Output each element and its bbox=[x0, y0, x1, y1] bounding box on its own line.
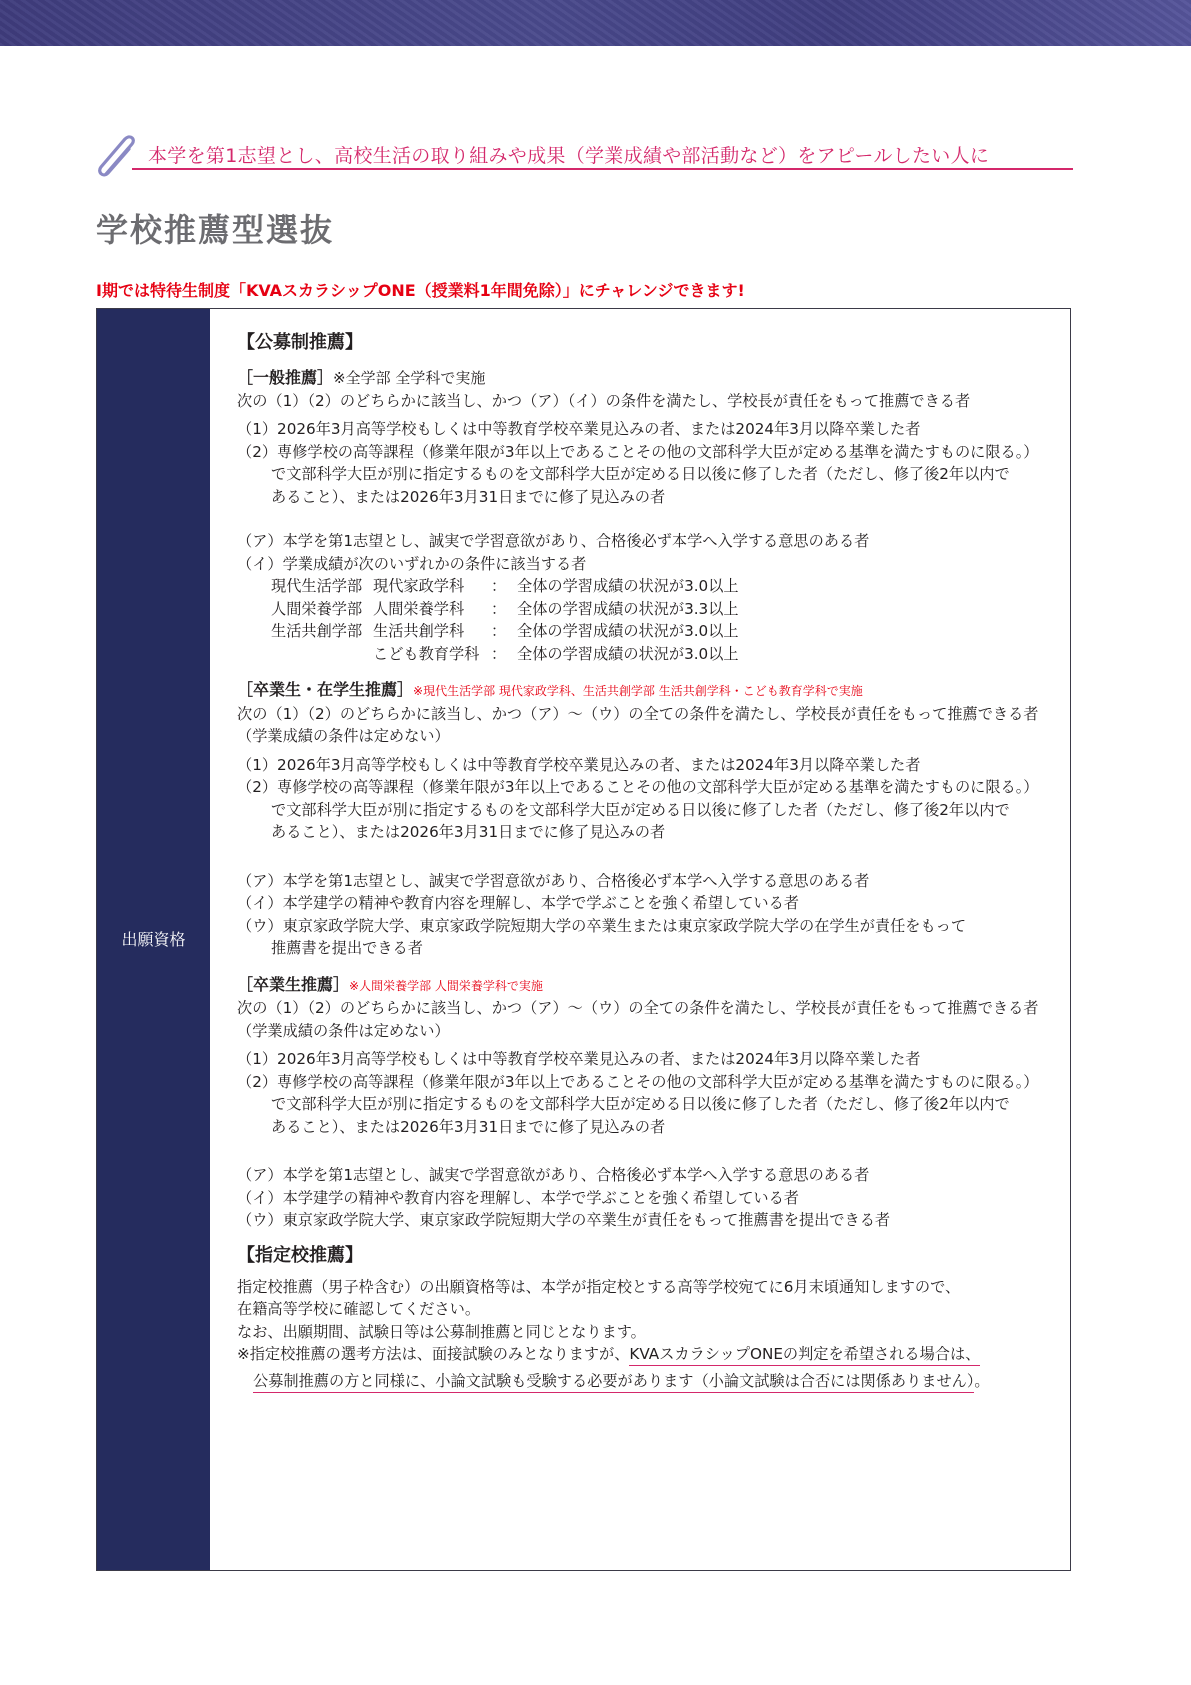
grad-student-cond-u bbox=[237, 915, 1057, 938]
criteria-course: 生活共創学科 bbox=[373, 622, 465, 640]
criteria-dept: 人間栄養学部 bbox=[271, 599, 363, 618]
general-item-2-cont-2: あること）、または2026年3月31日までに修了見込みの者 bbox=[271, 487, 666, 506]
item-text: 専修学校の高等課程（修業年限が3年以上であることその他の文部科学大臣が定める基準を満たすものに限る。） bbox=[277, 778, 1039, 796]
graduate-note: ※人間栄養学部 人間栄養学科で実施 bbox=[349, 978, 543, 993]
general-item-2 bbox=[237, 441, 1057, 464]
grad-student-cond-a bbox=[237, 870, 1057, 893]
shitei-line-1: 指定校推薦（男子枠含む）の出願資格等は、本学が指定校とする高等学校宛てに6月末頃通知しますので、 bbox=[237, 1277, 961, 1296]
criteria-row bbox=[237, 598, 1057, 621]
grad-student-intro2: （学業成績の条件は定めない） bbox=[237, 727, 450, 745]
grad-student-cond-i bbox=[237, 892, 1057, 915]
criteria-dept: 生活共創学部 bbox=[271, 622, 363, 640]
general-cond-a bbox=[237, 530, 1057, 553]
graduate-cond-i bbox=[237, 1187, 1057, 1210]
tagline: 本学を第1志望とし、高校生活の取り組みや成果（学業成績や部活動など）をアピールしたい人に bbox=[148, 145, 990, 167]
item-marker: （1） bbox=[237, 420, 278, 438]
general-heading bbox=[237, 367, 1057, 390]
grad-student-heading bbox=[237, 679, 1057, 703]
grad-student-item-2-cont-1: で文部科学大臣が別に指定するものを文部科学大臣が定める日以後に修了した者（ただし、修了後2年以内で bbox=[271, 800, 1010, 819]
criteria-req: 全体の学習成績の状況が3.0以上 bbox=[517, 622, 739, 640]
grad-student-cond-u-cont: 推薦書を提出できる者 bbox=[271, 939, 423, 957]
criteria-sep: ： bbox=[491, 644, 507, 663]
item-marker: （1） bbox=[237, 755, 278, 774]
criteria-course: 人間栄養学科 bbox=[373, 599, 465, 618]
criteria-sep: ： bbox=[491, 599, 507, 618]
cond-marker: （イ） bbox=[237, 894, 283, 912]
cond-text: 本学を第1志望とし、誠実で学習意欲があり、合格後必ず本学へ入学する意思のある者 bbox=[282, 871, 870, 890]
criteria-req: 全体の学習成績の状況が3.3以上 bbox=[517, 599, 739, 618]
cond-marker: （ア） bbox=[237, 1166, 283, 1184]
cond-text: 東京家政学院大学、東京家政学院短期大学の卒業生または東京家政学院大学の在学生が責任をもって bbox=[282, 916, 966, 935]
paperclip-icon bbox=[92, 130, 144, 182]
item-marker: （2） bbox=[237, 778, 278, 796]
criteria-dept: 現代生活学部 bbox=[271, 577, 363, 595]
shitei-note-line-1 bbox=[237, 1343, 1057, 1366]
shitei-note-a: ※指定校推薦の選考方法は、面接試験のみとなりますが、 bbox=[237, 1345, 630, 1363]
cond-marker: （ウ） bbox=[237, 916, 283, 935]
shitei-note-d: 。 bbox=[974, 1371, 990, 1390]
cond-marker: （ア） bbox=[237, 871, 283, 890]
item-text: 2026年3月高等学校もしくは中等教育学校卒業見込みの者、または2024年3月以降卒業した者 bbox=[277, 1050, 921, 1068]
criteria-req: 全体の学習成績の状況が3.0以上 bbox=[517, 644, 739, 663]
top-decorative-band bbox=[0, 0, 1191, 46]
grad-student-item-2-cont-2: あること）、または2026年3月31日までに修了見込みの者 bbox=[271, 823, 666, 841]
item-marker: （2） bbox=[237, 1072, 278, 1091]
graduate-item-1 bbox=[237, 1048, 1057, 1071]
page-title: 学校推薦型選抜 bbox=[96, 211, 335, 249]
item-text: 専修学校の高等課程（修業年限が3年以上であることその他の文部科学大臣が定める基準を満たすものに限る。） bbox=[277, 1072, 1039, 1091]
criteria-dept bbox=[271, 643, 373, 666]
criteria-req: 全体の学習成績の状況が3.0以上 bbox=[517, 577, 739, 595]
cond-text: 本学建学の精神や教育内容を理解し、本学で学ぶことを強く希望している者 bbox=[282, 894, 799, 912]
item-text: 2026年3月高等学校もしくは中等教育学校卒業見込みの者、または2024年3月以降卒業した者 bbox=[277, 755, 921, 774]
general-cond-i bbox=[237, 553, 1057, 576]
graduate-label: ［卒業生推薦］ bbox=[237, 974, 350, 994]
shitei-note-line-2 bbox=[237, 1370, 1057, 1393]
shitei-line-3: なお、出願期間、試験日等は公募制推薦と同じとなります。 bbox=[237, 1322, 646, 1341]
shitei-note-c-underlined: 公募制推薦の方と同様に、小論文試験も受験する必要があります（小論文試験は合否には関係ありません） bbox=[253, 1372, 974, 1393]
eligibility-content bbox=[237, 329, 1057, 1392]
graduate-intro2: （学業成績の条件は定めない） bbox=[237, 1021, 450, 1040]
criteria-course: こども教育学科 bbox=[373, 644, 480, 663]
grad-student-item-2 bbox=[237, 776, 1057, 799]
criteria-course: 現代家政学科 bbox=[373, 577, 465, 595]
general-item-1 bbox=[237, 418, 1057, 441]
criteria-row bbox=[237, 643, 1057, 666]
shitei-line-2: 在籍高等学校に確認してください。 bbox=[237, 1300, 480, 1318]
graduate-intro: 次の（1）（2）のどちらかに該当し、かつ（ア）～（ウ）の全ての条件を満たし、学校長が責任をもって推薦できる者 bbox=[237, 999, 1039, 1017]
item-text: 専修学校の高等課程（修業年限が3年以上であることその他の文部科学大臣が定める基準を満たすものに限る。） bbox=[277, 442, 1039, 461]
scholarship-notice: I期では特待生制度「KVAスカラシップONE（授業料1年間免除）」にチャレンジできます! bbox=[96, 281, 745, 300]
criteria-sep: ： bbox=[491, 622, 507, 640]
criteria-sep: ： bbox=[491, 577, 507, 595]
criteria-row bbox=[237, 620, 1057, 643]
cond-marker: （イ） bbox=[237, 1188, 283, 1207]
side-column bbox=[97, 309, 210, 1570]
graduate-cond-u bbox=[237, 1209, 1057, 1232]
shitei-heading: 【指定校推薦】 bbox=[237, 1244, 363, 1266]
cond-marker: （ウ） bbox=[237, 1211, 283, 1229]
general-intro: 次の（1）（2）のどちらかに該当し、かつ（ア）（イ）の条件を満たし、学校長が責任をもって推薦できる者 bbox=[237, 391, 971, 410]
tagline-underline bbox=[132, 168, 1073, 170]
shitei-note-b-underlined: KVAスカラシップONEの判定を希望される場合は、 bbox=[629, 1345, 980, 1366]
side-label: 出願資格 bbox=[121, 930, 186, 949]
grad-student-intro: 次の（1）（2）のどちらかに該当し、かつ（ア）～（ウ）の全ての条件を満たし、学校長が責任をもって推薦できる者 bbox=[237, 704, 1039, 723]
cond-text: 本学を第1志望とし、誠実で学習意欲があり、合格後必ず本学へ入学する意思のある者 bbox=[282, 1166, 870, 1184]
grad-student-label: ［卒業生・在学生推薦］ bbox=[237, 680, 414, 699]
cond-marker: （ア） bbox=[237, 532, 283, 550]
cond-text: 学業成績が次のいずれかの条件に該当する者 bbox=[282, 554, 587, 573]
cond-text: 東京家政学院大学、東京家政学院短期大学の卒業生が責任をもって推薦書を提出できる者 bbox=[282, 1211, 891, 1229]
graduate-item-2-cont-1: で文部科学大臣が別に指定するものを文部科学大臣が定める日以後に修了した者（ただし、修了後2年以内で bbox=[271, 1095, 1010, 1113]
item-text: 2026年3月高等学校もしくは中等教育学校卒業見込みの者、または2024年3月以降卒業した者 bbox=[277, 420, 921, 438]
grad-student-note: ※現代生活学部 現代家政学科、生活共創学部 生活共創学科・こども教育学科で実施 bbox=[413, 684, 863, 698]
graduate-cond-a bbox=[237, 1164, 1057, 1187]
koubo-heading: 【公募制推薦】 bbox=[237, 332, 363, 353]
general-note: ※全学部 全学科で実施 bbox=[333, 369, 486, 387]
graduate-item-2-cont-2: あること）、または2026年3月31日までに修了見込みの者 bbox=[271, 1117, 666, 1136]
general-label: ［一般推薦］ bbox=[237, 368, 334, 387]
item-marker: （2） bbox=[237, 442, 278, 461]
cond-marker: （イ） bbox=[237, 554, 283, 573]
item-marker: （1） bbox=[237, 1050, 278, 1068]
cond-text: 本学建学の精神や教育内容を理解し、本学で学ぶことを強く希望している者 bbox=[282, 1188, 799, 1207]
graduate-heading bbox=[237, 974, 1057, 998]
criteria-row bbox=[237, 575, 1057, 598]
graduate-item-2 bbox=[237, 1071, 1057, 1094]
general-item-2-cont-1: で文部科学大臣が別に指定するものを文部科学大臣が定める日以後に修了した者（ただし、修了後2年以内で bbox=[271, 465, 1010, 483]
eligibility-box bbox=[96, 308, 1071, 1571]
cond-text: 本学を第1志望とし、誠実で学習意欲があり、合格後必ず本学へ入学する意思のある者 bbox=[282, 532, 870, 550]
grad-student-item-1 bbox=[237, 754, 1057, 777]
